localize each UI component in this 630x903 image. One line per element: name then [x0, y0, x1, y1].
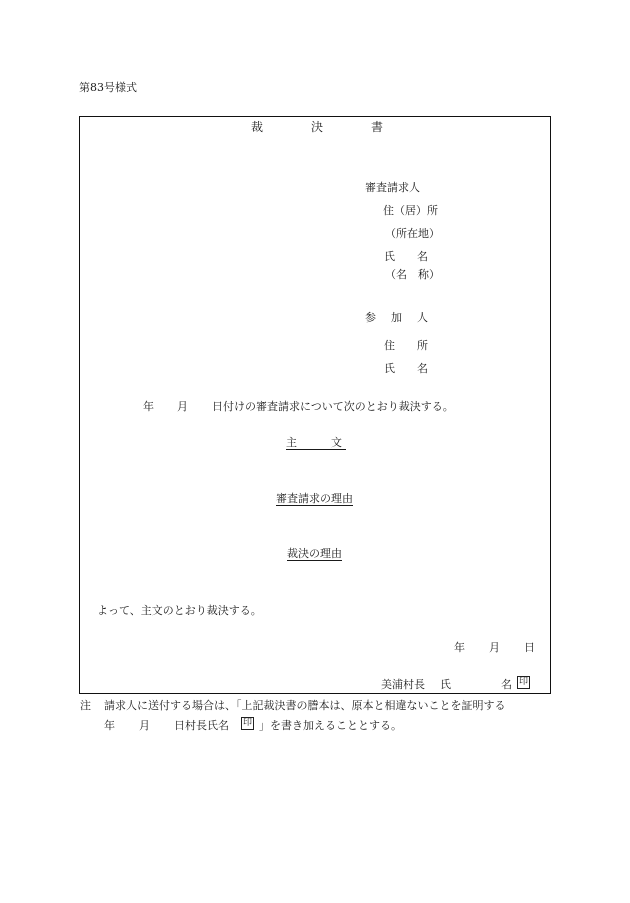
intro-text: 日付けの審査請求について次のとおり裁決する。	[212, 400, 454, 413]
date-year: 年	[454, 641, 465, 654]
participant-address-label: 住 所	[384, 339, 428, 352]
note-line-1: 請求人に送付する場合は、「上記裁決書の謄本は、原本と相違ないことを証明する	[104, 699, 506, 712]
requester-name-label: 氏 名	[384, 250, 428, 263]
section-request-reason: 審査請求の理由	[276, 492, 353, 505]
intro-year: 年	[143, 400, 154, 413]
signature-title: 美浦村長	[381, 678, 425, 691]
intro-month: 月	[177, 400, 188, 413]
requester-address-label: 住（居）所	[383, 204, 438, 217]
seal-mark: 印	[519, 677, 529, 687]
participant-name-label: 氏 名	[384, 362, 428, 375]
conclusion-text: よって、主文のとおり裁決する。	[97, 604, 262, 617]
note-line-2-mid: 日村長氏名	[174, 719, 229, 732]
section-decision-reason: 裁決の理由	[287, 547, 342, 560]
date-day: 日	[524, 641, 535, 654]
section-main-text: 主 文	[286, 436, 346, 449]
participant-heading: 参 加 人	[365, 311, 430, 324]
note-seal	[241, 717, 254, 730]
requester-corp-name-label: （名 称）	[385, 268, 440, 281]
note-line-2-end: 」を書き加えることとする。	[259, 719, 402, 732]
requester-location-label: （所在地）	[385, 227, 440, 240]
signature-name-suffix: 名	[501, 678, 512, 691]
signature-seal	[517, 676, 530, 689]
note-marker: 注	[80, 699, 91, 712]
note-month: 月	[139, 719, 150, 732]
requester-heading: 審査請求人	[365, 181, 420, 194]
note-seal-mark: 印	[243, 718, 253, 728]
form-number: 第83号様式	[79, 81, 137, 94]
date-month: 月	[489, 641, 500, 654]
signature-name-label: 氏	[440, 678, 451, 691]
document-title: 裁 決 書	[251, 120, 402, 134]
note-year: 年	[104, 719, 115, 732]
